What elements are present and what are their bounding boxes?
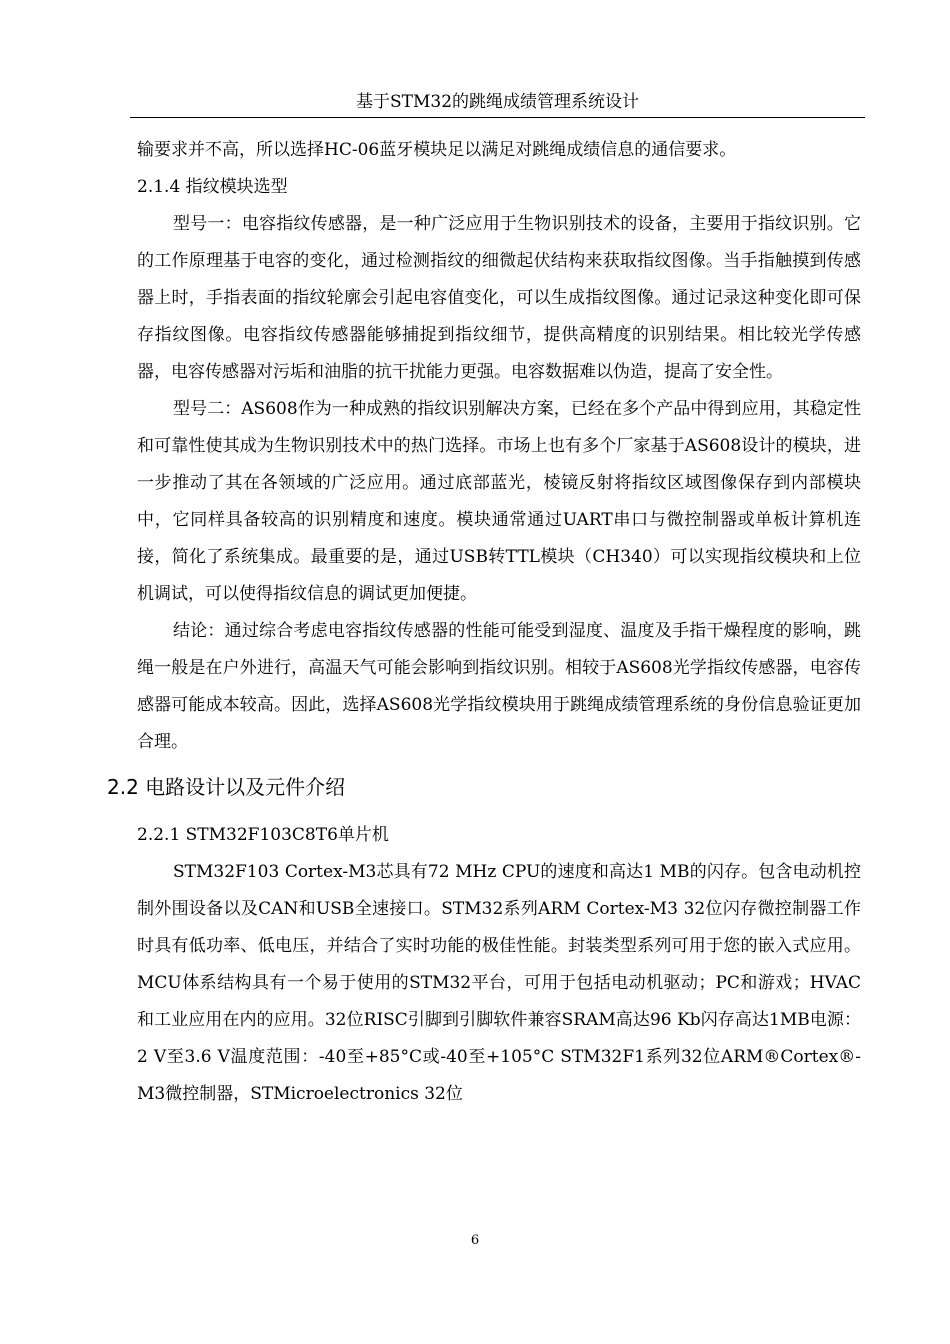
- paragraph-model-two: 型号二：AS608作为一种成熟的指纹识别解决方案，已经在多个产品中得到应用，其稳定性和可靠性使其成为生物识别技术中的热门选择。市场上也有多个厂家基于AS608设计的模块，进一步推动了其在各领域的广泛应用。通过底部蓝光，棱镜反射将指纹区域图像保存到内部模块中，它同样具备较高的识别精度和速度。模块通常通过UART串口与微控制器或单板计算机连接，简化了系统集成。最重要的是，通过USB转TTL模块（CH340）可以实现指纹模块和上位机调试，可以使得指纹信息的调试更加便捷。: [137, 399, 861, 604]
- subsection-heading-2-2-1: 2.2.1 STM32F103C8T6单片机: [137, 825, 389, 845]
- page-number: 6: [470, 1233, 480, 1248]
- page-body: [107, 132, 861, 1113]
- paragraph-stm32: STM32F103 Cortex-M3芯具有72 MHz CPU的速度和高达1 MB的闪存。包含电动机控制外围设备以及CAN和USB全速接口。STM32系列ARM Cortex-M3 32位闪存微控制器工作时具有低功率、低电压，并结合了实时功能的极佳性能。封装类型系列可用于您的嵌入式应用。MCU体系结构具有一个易于使用的STM32平台，可用于包括电动机驱动；PC和游戏；HVAC和工业应用在内的应用。32位RISC引脚到引脚软件兼容SRAM高达96 Kb闪存高达1MB电源：2 V至3.6 V温度范围：-40至+85°C或-40至+105°C STM32F1系列32位ARM®Cortex®-M3微控制器，STMicroelectronics 32位: [137, 862, 861, 1104]
- running-header: 基于STM32的跳绳成绩管理系统设计: [355, 92, 640, 112]
- header-rule: [130, 117, 865, 118]
- section-heading-2-2: 2.2 电路设计以及元件介绍: [107, 775, 346, 799]
- paragraph-conclusion: 结论：通过综合考虑电容指纹传感器的性能可能受到湿度、温度及手指干燥程度的影响，跳绳一般是在户外进行，高温天气可能会影响到指纹识别。相较于AS608光学指纹传感器，电容传感器可能成本较高。因此，选择AS608光学指纹模块用于跳绳成绩管理系统的身份信息验证更加合理。: [137, 621, 861, 752]
- subsection-heading-2-1-4: 2.1.4 指纹模块选型: [137, 177, 288, 197]
- paragraph-model-one: 型号一：电容指纹传感器，是一种广泛应用于生物识别技术的设备，主要用于指纹识别。它的工作原理基于电容的变化，通过检测指纹的细微起伏结构来获取指纹图像。当手指触摸到传感器上时，手指表面的指纹轮廓会引起电容值变化，可以生成指纹图像。通过记录这种变化即可保存指纹图像。电容指纹传感器能够捕捉到指纹细节，提供高精度的识别结果。相比较光学传感器，电容传感器对污垢和油脂的抗干扰能力更强。电容数据难以伪造，提高了安全性。: [137, 214, 861, 382]
- paragraph-continuation: 输要求并不高，所以选择HC-06蓝牙模块足以满足对跳绳成绩信息的通信要求。: [137, 140, 737, 160]
